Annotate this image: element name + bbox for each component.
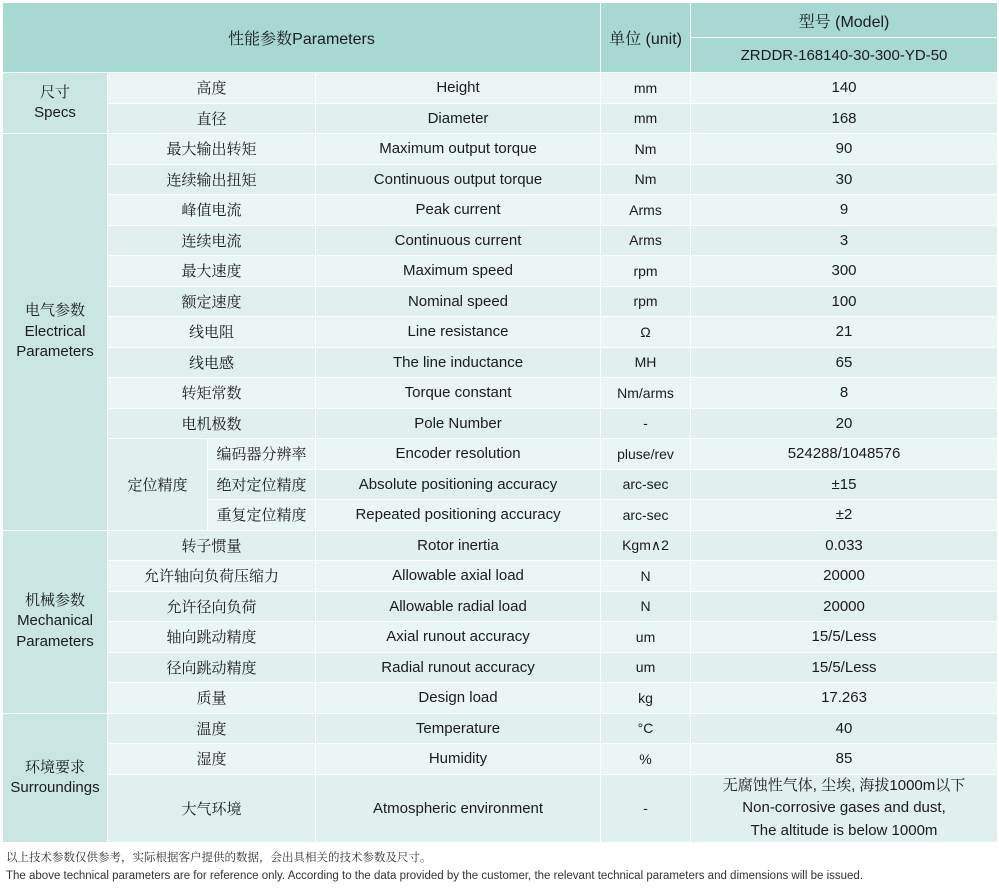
param-cn: 额定速度 [108,286,316,317]
param-unit: Nm [601,164,691,195]
param-cn: 绝对定位精度 [208,469,316,500]
param-en: Humidity [316,744,601,775]
param-unit: MH [601,347,691,378]
atmosphere-line-2: Non-corrosive gases and dust, [742,799,946,816]
table-row [3,256,998,287]
param-en: Line resistance [316,317,601,348]
group-electrical-en2: Parameters [16,342,94,360]
param-unit: arc-sec [601,500,691,531]
group-mechanical-en1: Mechanical [17,612,93,630]
param-cn: 允许轴向负荷压缩力 [108,561,316,592]
param-cn: 最大速度 [108,256,316,287]
param-cn: 高度 [108,73,316,104]
table-row [3,530,998,561]
param-cn: 最大输出转矩 [108,134,316,165]
group-electrical [3,134,108,531]
param-cn: 电机极数 [108,408,316,439]
group-specs-cn: 尺寸 [39,83,70,101]
param-cn: 线电阻 [108,317,316,348]
subgroup-accuracy: 定位精度 [108,439,208,531]
param-value: ±2 [691,500,998,531]
param-value: 15/5/Less [691,622,998,653]
param-value: 85 [691,744,998,775]
param-value: ±15 [691,469,998,500]
param-en: Temperature [316,713,601,744]
param-en: The line inductance [316,347,601,378]
table-row [3,439,998,470]
param-en: Absolute positioning accuracy [316,469,601,500]
param-en: Peak current [316,195,601,226]
param-value: 300 [691,256,998,287]
param-value: 3 [691,225,998,256]
param-value: 65 [691,347,998,378]
param-en: Rotor inertia [316,530,601,561]
footnote [2,843,997,888]
param-en: Height [316,73,601,104]
param-value: 100 [691,286,998,317]
table-row [3,652,998,683]
param-value: 30 [691,164,998,195]
table-row [3,134,998,165]
table-header-row [3,3,998,38]
table-row [3,286,998,317]
footnote-cn: 以上技术参数仅供参考，实际根据客户提供的数据，会出具相关的技术参数及尺寸。 [6,852,432,864]
param-unit: - [601,408,691,439]
param-value: 17.263 [691,683,998,714]
table-row [3,164,998,195]
param-en: Maximum speed [316,256,601,287]
param-cn: 温度 [108,713,316,744]
param-value: 20000 [691,561,998,592]
param-unit: um [601,652,691,683]
group-environment-en: Surroundings [10,778,100,796]
table-row [3,317,998,348]
param-value: 8 [691,378,998,409]
header-model-value: ZRDDR-168140-30-300-YD-50 [691,38,998,73]
header-model-title: 型号 (Model) [691,3,998,38]
table-row [3,195,998,226]
param-cn: 线电感 [108,347,316,378]
group-environment-cn: 环境要求 [24,758,85,776]
param-en: Design load [316,683,601,714]
param-value: 20000 [691,591,998,622]
param-unit: arc-sec [601,469,691,500]
param-cn: 连续输出扭矩 [108,164,316,195]
param-value: 9 [691,195,998,226]
param-unit: Nm [601,134,691,165]
param-unit: N [601,591,691,622]
param-cn: 峰值电流 [108,195,316,226]
param-unit: Ω [601,317,691,348]
table-row [3,103,998,134]
param-unit: mm [601,103,691,134]
table-row [3,622,998,653]
footnote-en: The above technical parameters are for reference only. According to the data provided by the customer, the relevant technical parameters and dimensions will be issued. [6,870,864,883]
param-value: 168 [691,103,998,134]
param-en: Allowable axial load [316,561,601,592]
table-row [3,408,998,439]
table-row [3,378,998,409]
table-row [3,683,998,714]
param-en: Continuous output torque [316,164,601,195]
param-cn: 直径 [108,103,316,134]
table-row [3,73,998,104]
param-unit: % [601,744,691,775]
param-cn: 编码器分辨率 [208,439,316,470]
param-en: Axial runout accuracy [316,622,601,653]
group-electrical-en1: Electrical [24,322,86,340]
group-electrical-cn: 电气参数 [24,302,85,320]
param-value: 0.033 [691,530,998,561]
param-en: Nominal speed [316,286,601,317]
param-value: 20 [691,408,998,439]
param-en: Diameter [316,103,601,134]
param-unit: um [601,622,691,653]
param-en: Radial runout accuracy [316,652,601,683]
header-unit: 单位 (unit) [601,3,691,73]
specification-table [2,2,998,843]
param-unit: Arms [601,195,691,226]
param-en: Torque constant [316,378,601,409]
param-en: Continuous current [316,225,601,256]
param-cn: 径向跳动精度 [108,652,316,683]
param-value: 15/5/Less [691,652,998,683]
table-row [3,591,998,622]
table-row [3,744,998,775]
param-unit: Kgm∧2 [601,530,691,561]
param-unit: Arms [601,225,691,256]
group-specs [3,73,108,134]
table-row [3,561,998,592]
table-row [3,774,998,843]
param-cn: 连续电流 [108,225,316,256]
param-unit: - [601,774,691,843]
param-cn: 转矩常数 [108,378,316,409]
group-environment [3,713,108,843]
param-cn: 重复定位精度 [208,500,316,531]
param-en: Repeated positioning accuracy [316,500,601,531]
param-unit: mm [601,73,691,104]
param-unit: rpm [601,256,691,287]
param-unit: pluse/rev [601,439,691,470]
atmosphere-line-3: The altitude is below 1000m [750,821,938,839]
group-mechanical-cn: 机械参数 [24,592,85,610]
param-unit: N [601,561,691,592]
group-specs-en: Specs [34,104,76,121]
param-en: Atmospheric environment [316,774,601,843]
param-value: 140 [691,73,998,104]
param-en: Allowable radial load [316,591,601,622]
header-parameters: 性能参数Parameters [3,3,601,73]
param-en: Maximum output torque [316,134,601,165]
table-row [3,713,998,744]
param-cn: 轴向跳动精度 [108,622,316,653]
table-row [3,347,998,378]
param-en: Pole Number [316,408,601,439]
table-row [3,225,998,256]
param-cn: 大气环境 [108,774,316,843]
param-unit: Nm/arms [601,378,691,409]
param-value: 90 [691,134,998,165]
param-value [691,774,998,843]
param-unit: kg [601,683,691,714]
param-cn: 质量 [108,683,316,714]
param-unit: rpm [601,286,691,317]
param-cn: 转子惯量 [108,530,316,561]
param-value: 524288/1048576 [691,439,998,470]
group-mechanical [3,530,108,713]
atmosphere-line-1: 无腐蚀性气体, 尘埃, 海拔1000m以下 [722,776,966,794]
param-unit: °C [601,713,691,744]
param-value: 21 [691,317,998,348]
param-value: 40 [691,713,998,744]
param-cn: 允许径向负荷 [108,591,316,622]
group-mechanical-en2: Parameters [16,632,94,650]
param-en: Encoder resolution [316,439,601,470]
param-cn: 湿度 [108,744,316,775]
